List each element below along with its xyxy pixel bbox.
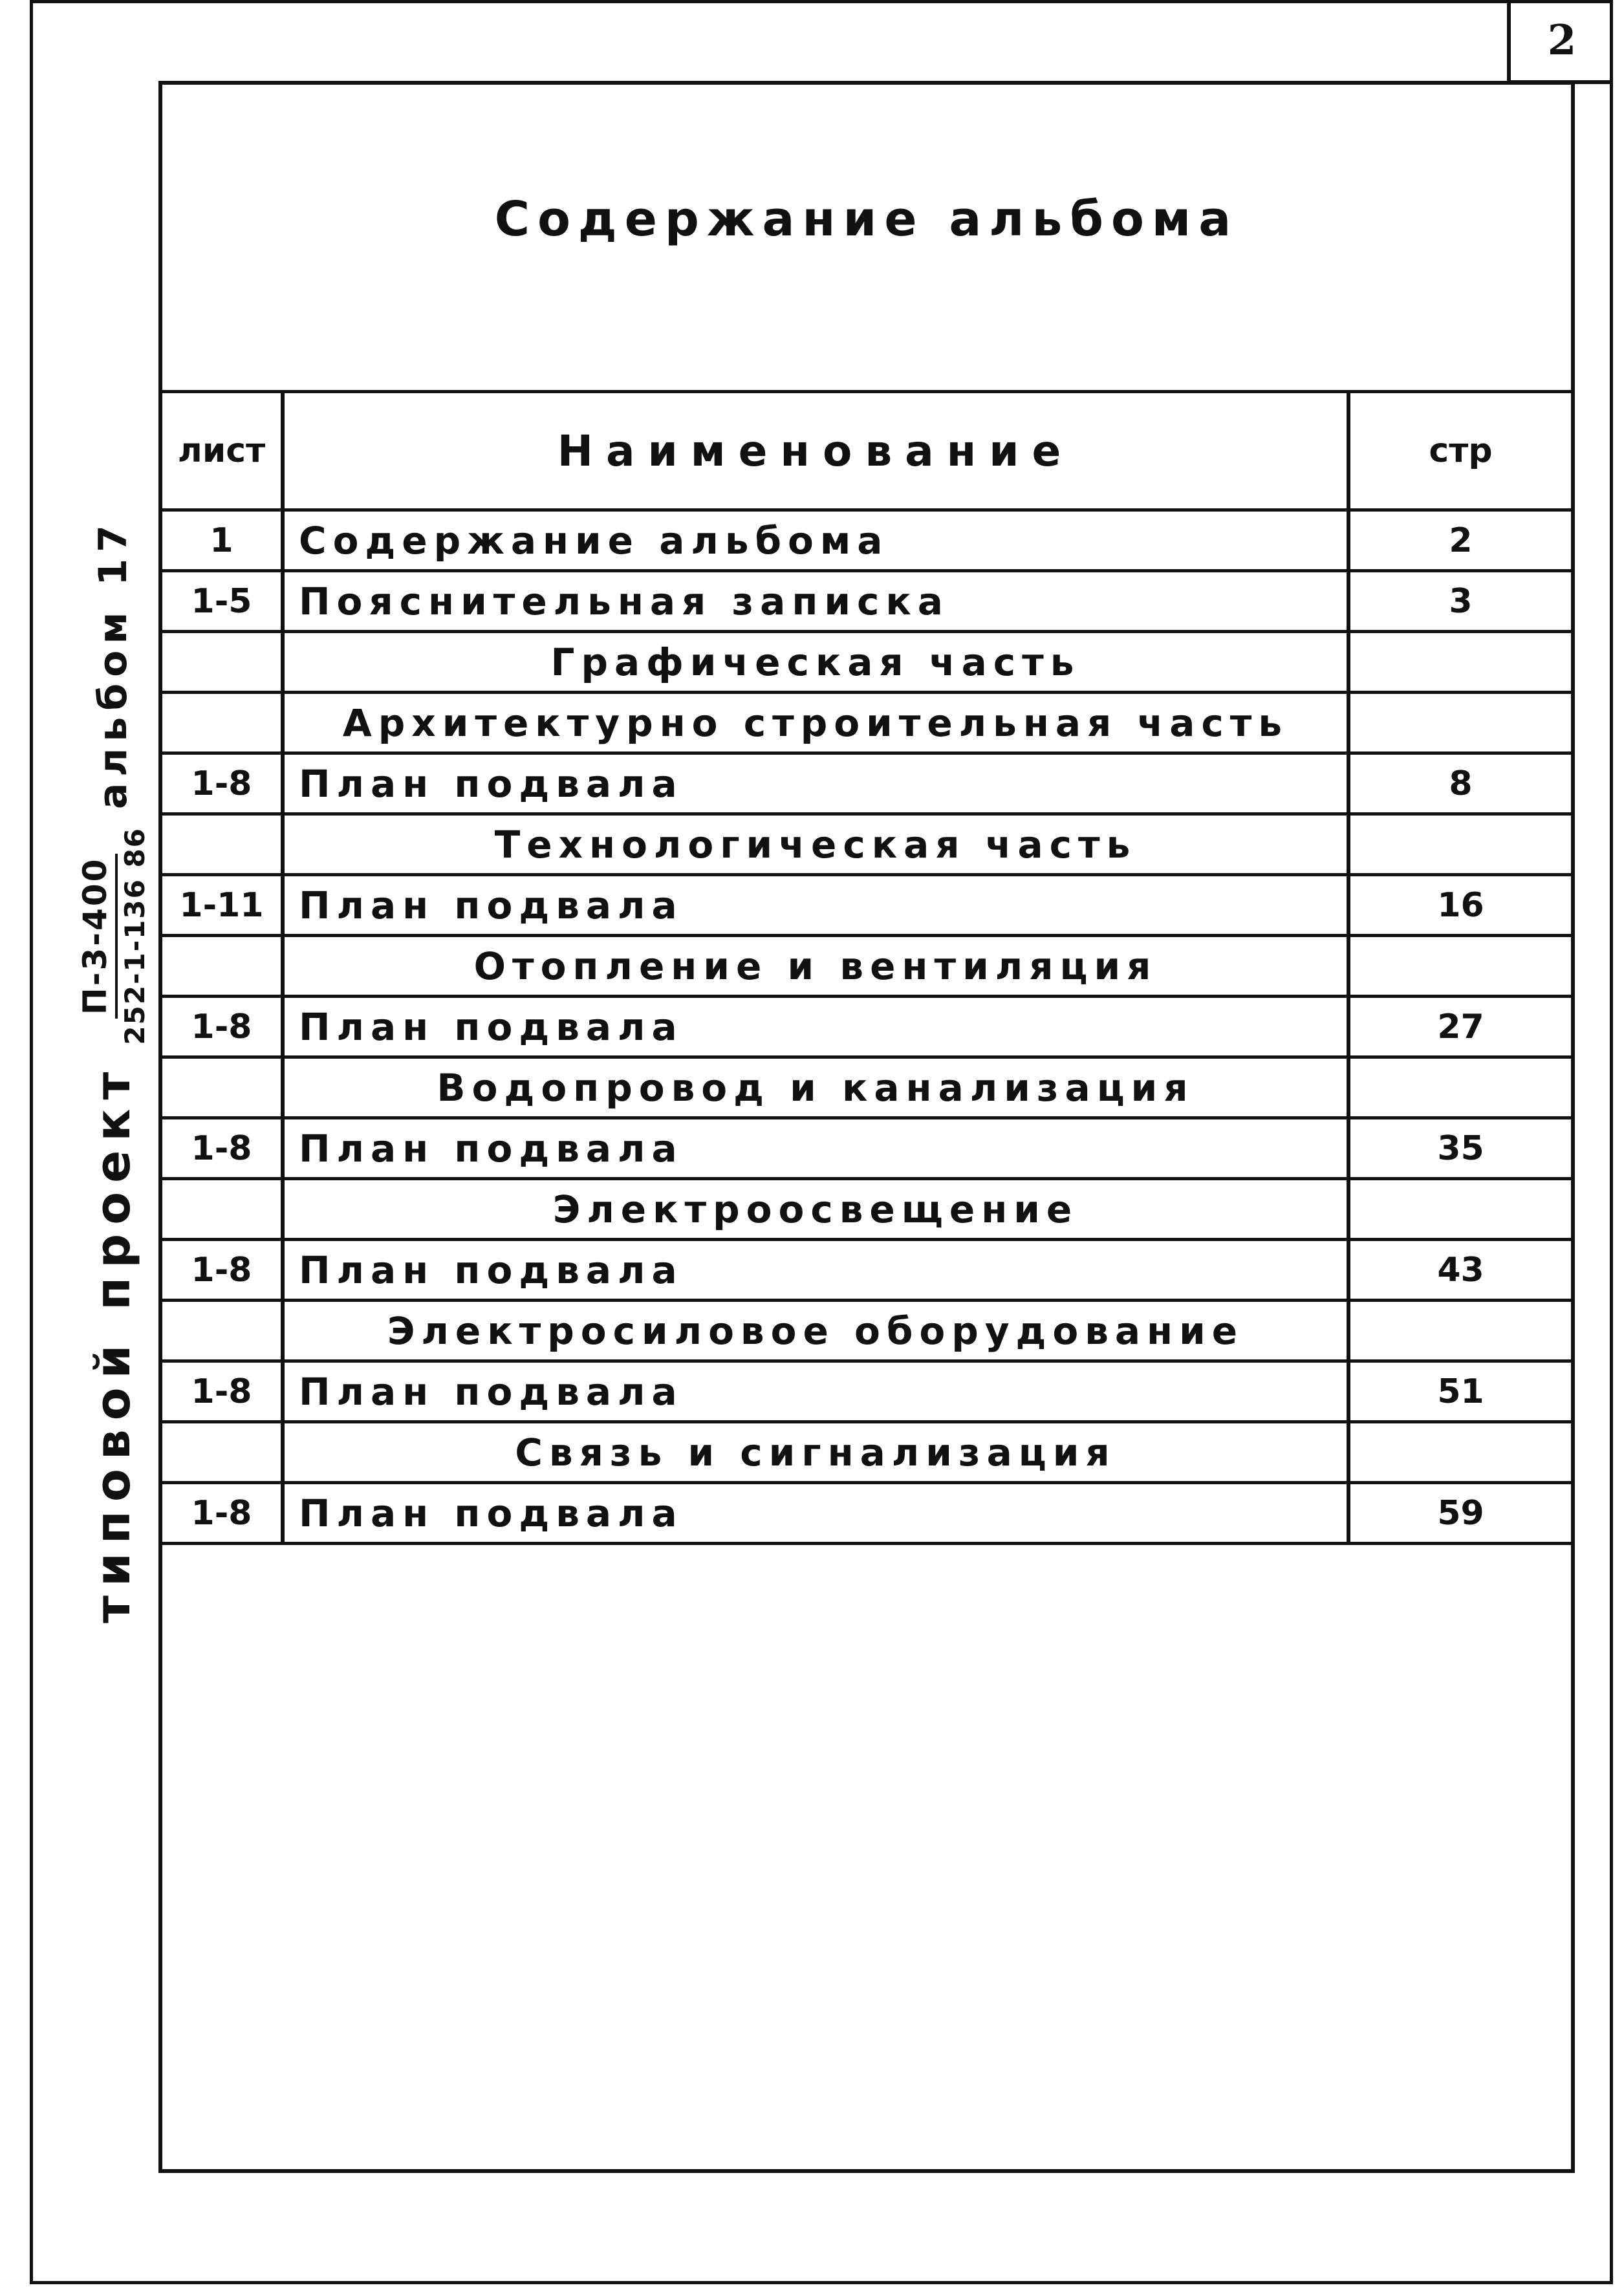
sheet-cell: 1-8 <box>162 1361 283 1422</box>
sheet-cell: 1-11 <box>162 875 283 936</box>
sheet-cell <box>162 632 283 693</box>
name-cell: План подвала <box>283 875 1348 936</box>
sheet-cell <box>162 1422 283 1483</box>
stamp-project-code <box>76 827 151 1045</box>
sheet-cell: 1-5 <box>162 571 283 632</box>
section-row <box>162 936 1571 997</box>
name-cell: План подвала <box>283 997 1348 1057</box>
name-cell: Электроосвещение <box>283 1179 1348 1240</box>
name-cell: Связь и сигнализация <box>283 1422 1348 1483</box>
header-name: Наименование <box>283 392 1348 510</box>
page-cell: 2 <box>1348 510 1571 571</box>
name-cell: План подвала <box>283 753 1348 814</box>
section-row <box>162 1057 1571 1118</box>
name-cell: План подвала <box>283 1483 1348 1544</box>
page-cell: 43 <box>1348 1240 1571 1301</box>
page-cell: 16 <box>1348 875 1571 936</box>
name-cell: Водопровод и канализация <box>283 1057 1348 1118</box>
page-cell <box>1348 936 1571 997</box>
page-cell <box>1348 1422 1571 1483</box>
section-row <box>162 1301 1571 1361</box>
page-cell: 59 <box>1348 1483 1571 1544</box>
side-stamp <box>58 521 168 1621</box>
album-title: Содержание альбома <box>494 191 1239 247</box>
sheet-cell: 1-8 <box>162 1240 283 1301</box>
stamp-project-type: типовой проект <box>85 1063 141 1623</box>
page-cell <box>1348 814 1571 875</box>
header-sheet: лист <box>162 392 283 510</box>
sheet-cell: 1-8 <box>162 753 283 814</box>
name-cell: План подвала <box>283 1118 1348 1179</box>
contents-body <box>162 510 1571 1544</box>
page-cell <box>1348 632 1571 693</box>
table-header-row <box>162 392 1571 510</box>
table-row <box>162 1118 1571 1179</box>
name-cell: Технологическая часть <box>283 814 1348 875</box>
page-cell: 3 <box>1348 571 1571 632</box>
name-cell: Содержание альбома <box>283 510 1348 571</box>
header-page: стр <box>1348 392 1571 510</box>
sheet-cell <box>162 693 283 753</box>
name-cell: Электросиловое оборудование <box>283 1301 1348 1361</box>
table-row <box>162 875 1571 936</box>
page-cell <box>1348 1179 1571 1240</box>
name-cell: Архитектурно строительная часть <box>283 693 1348 753</box>
sheet-cell: 1-8 <box>162 997 283 1057</box>
name-cell: План подвала <box>283 1240 1348 1301</box>
sheet-cell: 1 <box>162 510 283 571</box>
page-number-box <box>1507 0 1613 84</box>
name-cell: Пояснительная записка <box>283 571 1348 632</box>
table-row <box>162 571 1571 632</box>
name-cell: Графическая часть <box>283 632 1348 693</box>
page-cell <box>1348 1301 1571 1361</box>
page-cell: 8 <box>1348 753 1571 814</box>
table-row <box>162 997 1571 1057</box>
stamp-album: альбом 17 <box>91 519 136 810</box>
sheet-cell <box>162 936 283 997</box>
table-row <box>162 1240 1571 1301</box>
section-row <box>162 693 1571 753</box>
section-row <box>162 814 1571 875</box>
sheet-cell <box>162 1301 283 1361</box>
table-row <box>162 510 1571 571</box>
sheet-cell: 1-8 <box>162 1483 283 1544</box>
contents-table <box>162 390 1571 1545</box>
page-cell <box>1348 693 1571 753</box>
stamp-code-top: П-3-400 <box>76 854 118 1019</box>
page-cell <box>1348 1057 1571 1118</box>
stamp-code-bottom: 252-1-136 86 <box>118 827 151 1045</box>
sheet-cell: 1-8 <box>162 1118 283 1179</box>
section-row <box>162 1422 1571 1483</box>
sheet-cell <box>162 1057 283 1118</box>
page-number: 2 <box>1547 16 1577 65</box>
page-cell: 35 <box>1348 1118 1571 1179</box>
name-cell: План подвала <box>283 1361 1348 1422</box>
sheet-cell <box>162 1179 283 1240</box>
sheet-cell <box>162 814 283 875</box>
document-frame <box>158 81 1575 2173</box>
section-row <box>162 1179 1571 1240</box>
table-row <box>162 1361 1571 1422</box>
section-row <box>162 632 1571 693</box>
page-cell: 27 <box>1348 997 1571 1057</box>
table-row <box>162 1483 1571 1544</box>
table-row <box>162 753 1571 814</box>
page-cell: 51 <box>1348 1361 1571 1422</box>
name-cell: Отопление и вентиляция <box>283 936 1348 997</box>
